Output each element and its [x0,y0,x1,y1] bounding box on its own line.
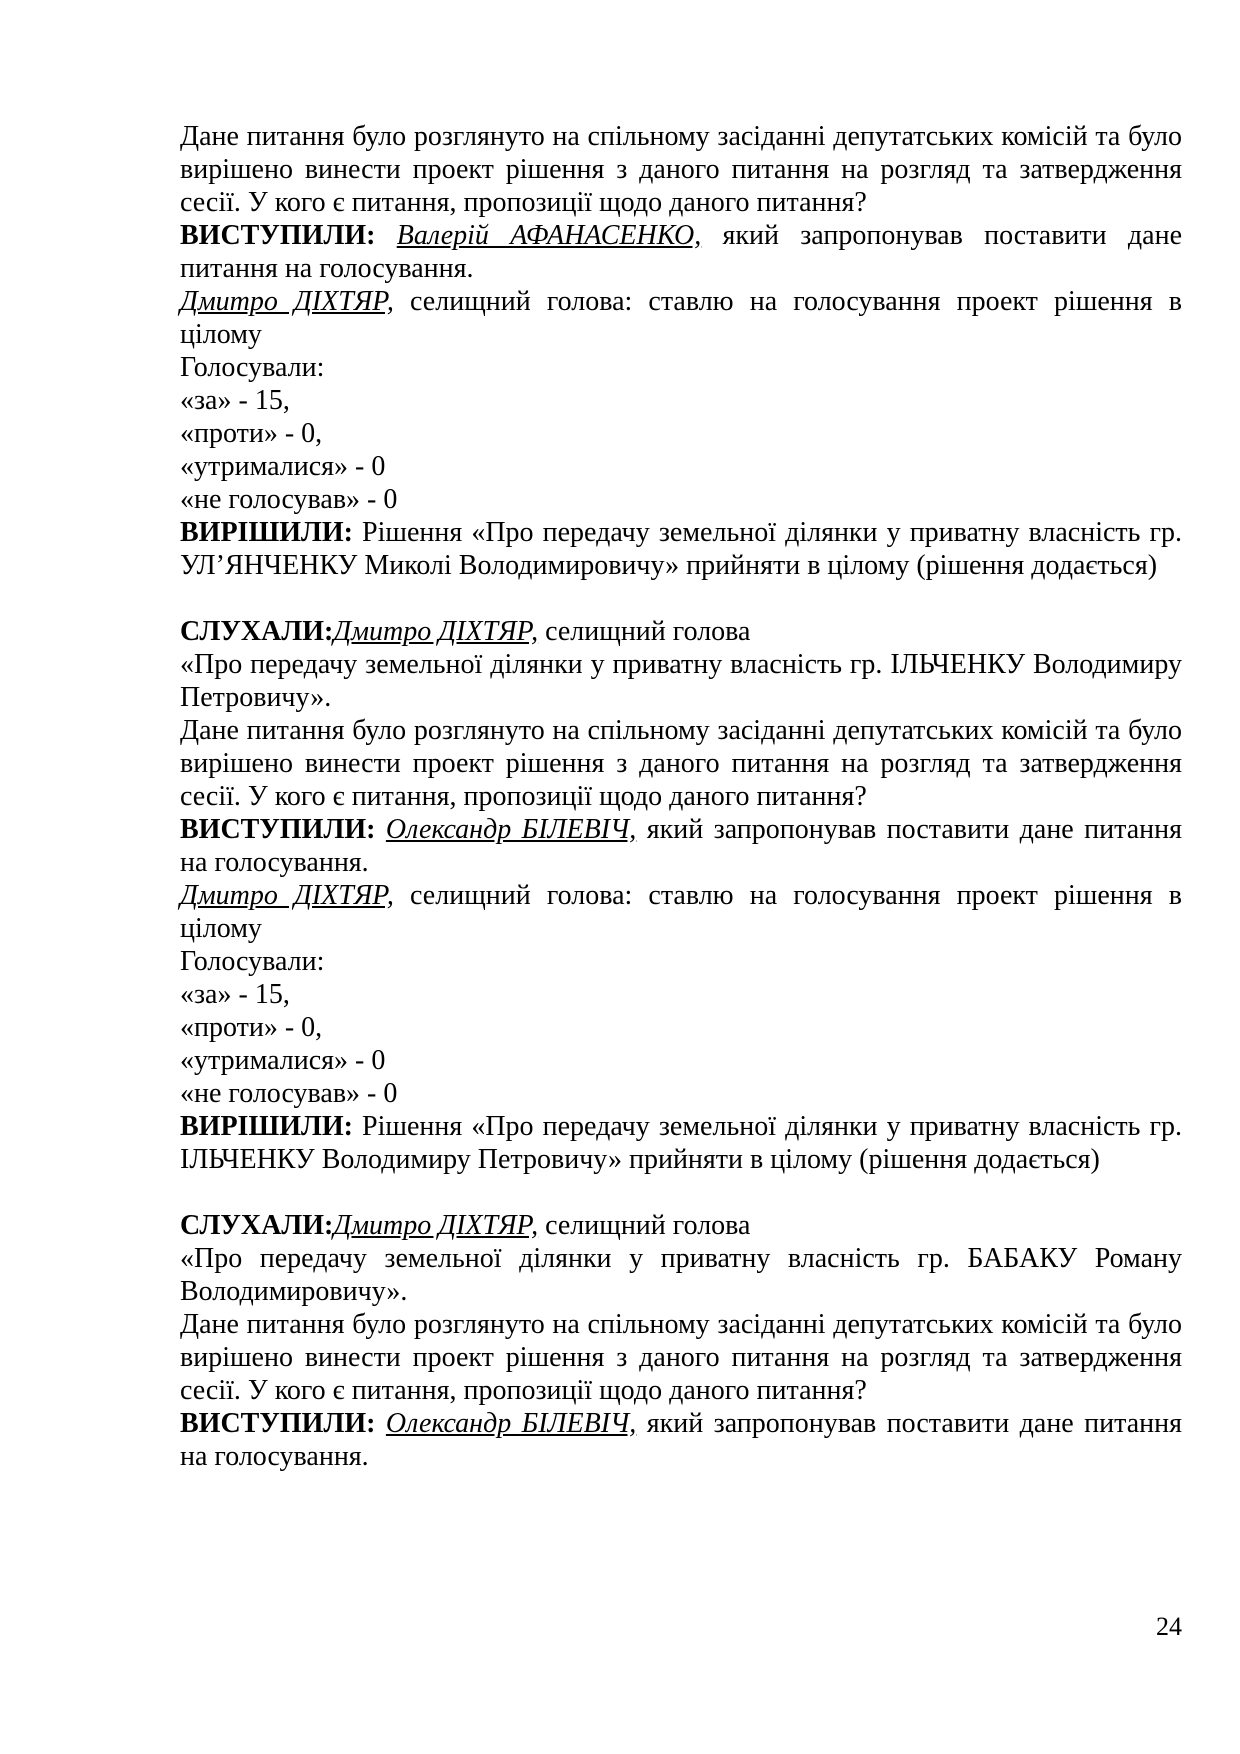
voted-label: Голосували: [180,352,325,383]
voted-label: Голосували: [180,946,325,977]
vote-abstain: «утрималися» - 0 [180,1045,386,1076]
vote-abstain: «утрималися» - 0 [180,451,386,482]
speaker-name: Валерій АФАНАСЕНКО, [396,220,702,251]
speakers-label: ВИСТУПИЛИ: [180,1408,376,1439]
decision-text: Рішення «Про передачу земельної ділянки у приватну власність гр. УЛ’ЯНЧЕНКУ Миколі Володимировичу» прийняти в цілому (рішення додається) [180,517,1182,581]
discussion-text: Дане питання було розглянуто на спільному засіданні депутатських комісій та було вирішено винести проект рішення з даного питання на розгляд та затвердження сесії. У кого є питання, пропозиції щодо даного питання? [180,121,1182,218]
section-gap [180,582,1182,615]
heard-name: Дмитро ДІХТЯР, [333,616,539,647]
chair-name: Дмитро ДІХТЯР, [180,286,394,317]
heard-name: Дмитро ДІХТЯР, [333,1210,539,1241]
chair-text: селищний голова: ставлю на голосування проект рішення в цілому [180,286,1183,350]
speakers-label: ВИСТУПИЛИ: [180,814,376,845]
speakers-line [180,1407,1182,1473]
page-number: 24 [1156,1612,1182,1641]
decision-text: Рішення «Про передачу земельної ділянки у приватну власність гр. ІЛЬЧЕНКУ Володимиру Петровичу» прийняти в цілому (рішення додається) [180,1111,1182,1175]
decision-line [180,1110,1182,1176]
heard-label: СЛУХАЛИ: [180,1210,334,1241]
vote-not-voted: «не голосував» - 0 [180,484,398,515]
speakers-line [180,219,1182,285]
heard-line [180,1209,1182,1242]
item-title: «Про передачу земельної ділянки у приватну власність гр. ІЛЬЧЕНКУ Володимиру Петровичу». [180,649,1182,713]
speaker-name: Олександр БІЛЕВІЧ, [385,814,637,845]
chair-name: Дмитро ДІХТЯР, [180,880,394,911]
heard-text: селищний голова [538,1210,751,1241]
speakers-line [180,813,1182,879]
section-gap [180,1176,1182,1209]
speaker-text: який запропонував поставити дане питання на голосування. [180,1408,1183,1472]
discussion-text: Дане питання було розглянуто на спільному засіданні депутатських комісій та було вирішено винести проект рішення з даного питання на розгляд та затвердження сесії. У кого є питання, пропозиції щодо даного питання? [180,715,1182,812]
discussion-text: Дане питання було розглянуто на спільному засіданні депутатських комісій та було вирішено винести проект рішення з даного питання на розгляд та затвердження сесії. У кого є питання, пропозиції щодо даного питання? [180,1309,1182,1406]
vote-against: «проти» - 0, [180,1012,323,1043]
decision-label: ВИРІШИЛИ: [180,1111,353,1142]
chair-line [180,879,1182,945]
speakers-label: ВИСТУПИЛИ: [180,220,376,251]
speaker-text: який запропонував поставити дане питання на голосування. [180,220,1182,284]
speaker-name: Олександр БІЛЕВІЧ, [385,1408,637,1439]
item-title: «Про передачу земельної ділянки у приватну власність гр. БАБАКУ Роману Володимировичу». [180,1243,1182,1307]
vote-for: «за» - 15, [180,979,290,1010]
heard-label: СЛУХАЛИ: [180,616,334,647]
vote-for: «за» - 15, [180,385,290,416]
chair-text: селищний голова: ставлю на голосування проект рішення в цілому [180,880,1183,944]
heard-line [180,615,1182,648]
decision-label: ВИРІШИЛИ: [180,517,353,548]
vote-against: «проти» - 0, [180,418,323,449]
speaker-text: який запропонував поставити дане питання на голосування. [180,814,1183,878]
page-content [180,120,1182,1473]
chair-line [180,285,1182,351]
vote-not-voted: «не голосував» - 0 [180,1078,398,1109]
decision-line [180,516,1182,582]
heard-text: селищний голова [538,616,751,647]
